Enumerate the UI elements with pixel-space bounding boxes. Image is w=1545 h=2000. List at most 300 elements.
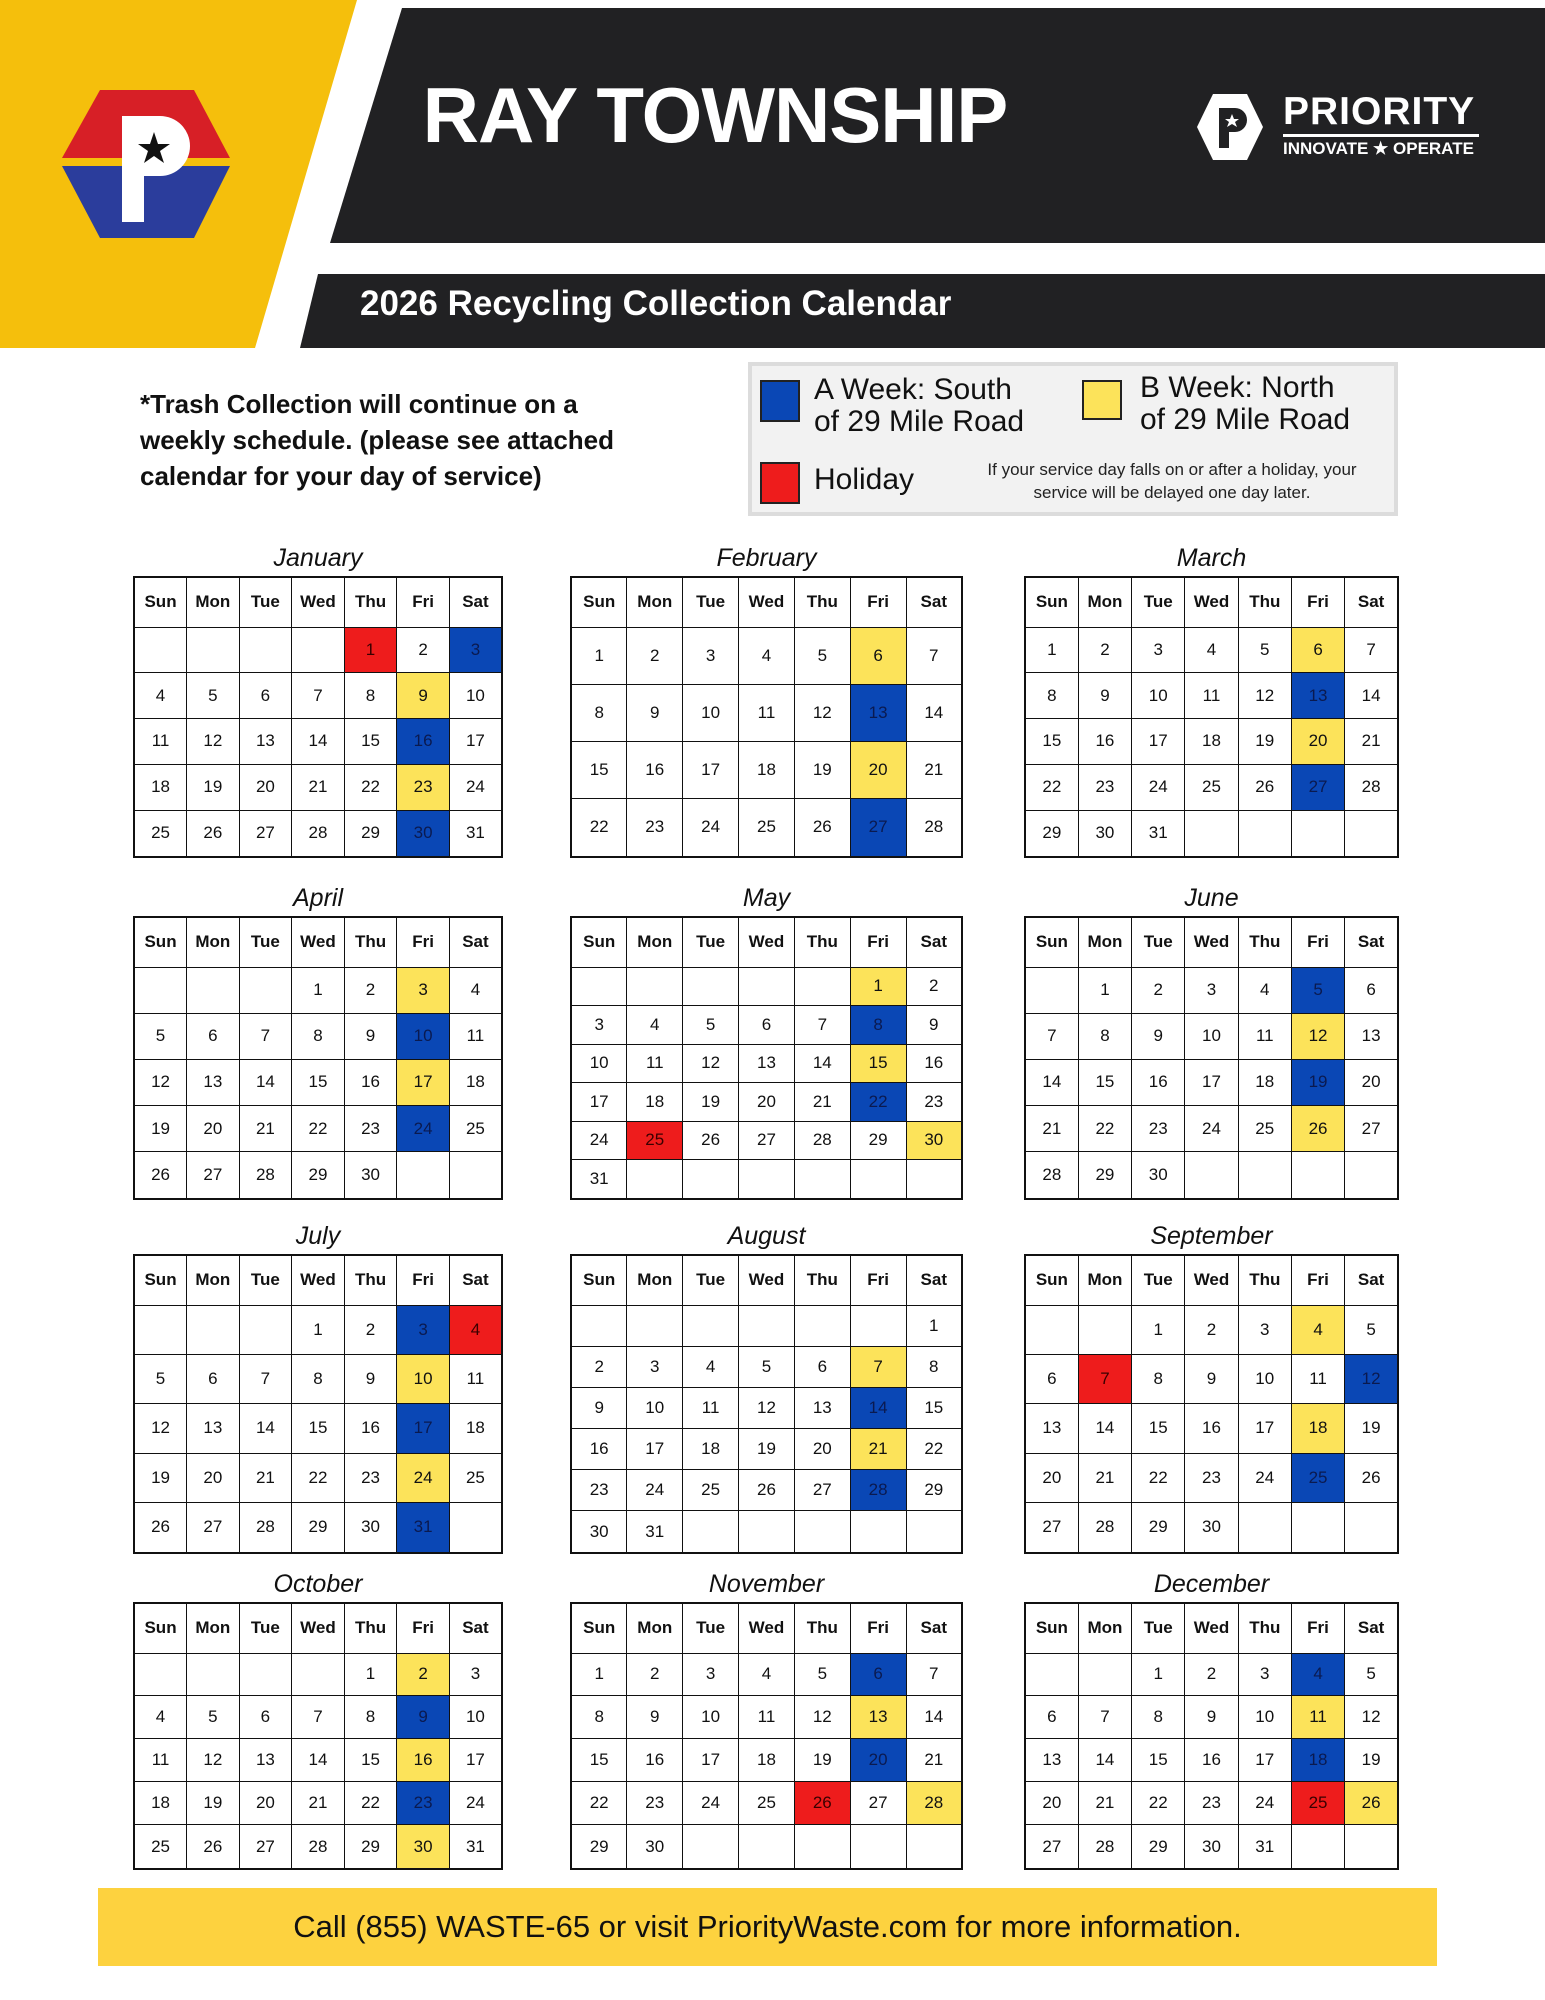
day-cell: 10 [627,1387,683,1428]
day-cell: 8 [850,1006,906,1045]
day-cell: 21 [906,1739,962,1782]
weekday-header: Mon [187,1255,240,1305]
empty-cell [1238,1502,1291,1553]
day-cell: 28 [1025,1152,1078,1199]
weekday-header: Fri [1291,1255,1344,1305]
day-cell: 16 [344,1059,397,1105]
day-cell: 5 [1345,1305,1398,1354]
day-cell: 12 [187,1739,240,1782]
weekday-header: Tue [683,1603,739,1653]
empty-cell [850,1511,906,1553]
day-cell: 2 [397,627,450,673]
day-cell: 24 [397,1453,450,1502]
weekday-header: Mon [1078,917,1131,967]
day-cell: 1 [1132,1305,1185,1354]
day-cell: 8 [1132,1696,1185,1739]
day-cell: 3 [397,967,450,1013]
day-cell: 3 [683,627,739,684]
day-cell: 1 [344,1653,397,1696]
day-cell: 26 [739,1470,795,1511]
weekday-header: Thu [794,1603,850,1653]
empty-cell [1185,1152,1238,1199]
day-cell: 24 [449,1782,502,1825]
day-cell: 15 [850,1044,906,1083]
day-cell: 17 [397,1059,450,1105]
month-title: September [1150,1222,1273,1250]
day-cell: 5 [187,673,240,719]
empty-cell [187,627,240,673]
day-cell: 25 [1291,1453,1344,1502]
day-cell: 24 [1132,764,1185,810]
day-cell: 22 [344,764,397,810]
day-cell: 21 [794,1083,850,1122]
day-cell: 8 [344,673,397,719]
day-cell: 24 [627,1470,683,1511]
day-cell: 6 [1345,967,1398,1013]
day-cell: 16 [344,1404,397,1453]
empty-cell [906,1160,962,1200]
weekday-header: Tue [239,1255,292,1305]
day-cell: 9 [1132,1013,1185,1059]
empty-cell [239,967,292,1013]
day-cell: 16 [397,1739,450,1782]
day-cell: 5 [1238,627,1291,673]
empty-cell [739,1825,795,1869]
empty-cell [571,967,627,1006]
weekday-header: Fri [397,1255,450,1305]
day-cell: 3 [1132,627,1185,673]
empty-cell [187,1305,240,1354]
day-cell: 18 [449,1404,502,1453]
day-cell: 2 [906,967,962,1006]
empty-cell [739,967,795,1006]
day-cell: 27 [1345,1106,1398,1152]
day-cell: 29 [571,1825,627,1869]
day-cell: 20 [239,1782,292,1825]
weekday-header: Mon [627,1603,683,1653]
empty-cell [134,1653,187,1696]
day-cell: 18 [683,1428,739,1469]
weekday-header: Tue [239,1603,292,1653]
day-cell: 7 [906,627,962,684]
day-cell: 28 [292,1825,345,1869]
empty-cell [739,1511,795,1553]
day-cell: 21 [906,741,962,798]
weekday-header: Fri [397,1603,450,1653]
day-cell: 17 [1238,1404,1291,1453]
weekday-header: Thu [1238,1603,1291,1653]
day-cell: 26 [134,1502,187,1553]
empty-cell [739,1305,795,1346]
empty-cell [1345,1825,1398,1869]
empty-cell [627,1305,683,1346]
weekday-header: Tue [1132,577,1185,627]
calendar-subtitle: 2026 Recycling Collection Calendar [360,284,952,323]
day-cell: 23 [906,1083,962,1122]
month-title: June [1184,884,1239,912]
month-august [570,1218,963,1554]
day-cell: 22 [1025,764,1078,810]
empty-cell [449,1502,502,1553]
day-cell: 1 [571,627,627,684]
weekday-header: Sat [1345,917,1398,967]
day-cell: 26 [1238,764,1291,810]
day-cell: 10 [449,1696,502,1739]
day-cell: 6 [739,1006,795,1045]
a-week-swatch [760,380,800,422]
day-cell: 1 [1025,627,1078,673]
day-cell: 7 [794,1006,850,1045]
day-cell: 18 [739,741,795,798]
weekday-header: Mon [627,1255,683,1305]
day-cell: 18 [134,1782,187,1825]
weekday-header: Wed [292,1603,345,1653]
day-cell: 30 [1185,1825,1238,1869]
weekday-header: Sun [1025,1255,1078,1305]
day-cell: 3 [1238,1653,1291,1696]
holiday-note-line1: If your service day falls on or after a holiday, your [987,460,1357,479]
day-cell: 18 [1291,1404,1344,1453]
day-cell: 7 [906,1653,962,1696]
day-cell: 3 [1185,967,1238,1013]
day-cell: 30 [397,810,450,857]
day-cell: 7 [239,1354,292,1403]
day-cell: 13 [1025,1404,1078,1453]
holiday-swatch [760,462,800,504]
day-cell: 9 [627,684,683,741]
day-cell: 29 [1132,1502,1185,1553]
month-title: August [727,1222,806,1250]
day-cell: 20 [1025,1453,1078,1502]
day-cell: 29 [292,1502,345,1553]
month-table [570,916,963,1200]
brand-tagline: INNOVATE ★ OPERATE [1283,139,1474,158]
weekday-header: Sun [571,1255,627,1305]
b-week-line1: B Week: North [1140,371,1335,404]
day-cell: 7 [850,1346,906,1387]
empty-cell [794,1825,850,1869]
weekday-header: Sat [449,917,502,967]
month-table [570,1254,963,1554]
day-cell: 22 [850,1083,906,1122]
weekday-header: Fri [850,577,906,627]
day-cell: 8 [1132,1354,1185,1403]
day-cell: 22 [1132,1782,1185,1825]
day-cell: 10 [571,1044,627,1083]
day-cell: 4 [683,1346,739,1387]
day-cell: 26 [683,1121,739,1160]
day-cell: 27 [850,798,906,857]
day-cell: 12 [134,1404,187,1453]
day-cell: 15 [344,719,397,765]
day-cell: 12 [1345,1696,1398,1739]
day-cell: 11 [739,684,795,741]
day-cell: 1 [1078,967,1131,1013]
day-cell: 13 [850,684,906,741]
day-cell: 25 [449,1106,502,1152]
day-cell: 4 [739,627,795,684]
day-cell: 3 [449,1653,502,1696]
day-cell: 1 [1132,1653,1185,1696]
empty-cell [739,1160,795,1200]
day-cell: 27 [239,1825,292,1869]
day-cell: 10 [683,684,739,741]
day-cell: 31 [1238,1825,1291,1869]
weekday-header: Sun [134,1603,187,1653]
day-cell: 26 [134,1152,187,1199]
holiday-note [952,458,1392,504]
day-cell: 20 [850,741,906,798]
day-cell: 30 [344,1152,397,1199]
day-cell: 27 [1291,764,1344,810]
day-cell: 23 [627,1782,683,1825]
day-cell: 15 [571,1739,627,1782]
month-march [1024,540,1399,858]
empty-cell [906,1511,962,1553]
day-cell: 29 [344,810,397,857]
day-cell: 21 [292,1782,345,1825]
day-cell: 12 [1345,1354,1398,1403]
day-cell: 14 [906,1696,962,1739]
day-cell: 14 [239,1404,292,1453]
day-cell: 24 [397,1106,450,1152]
day-cell: 9 [1078,673,1131,719]
day-cell: 4 [134,1696,187,1739]
day-cell: 21 [239,1106,292,1152]
day-cell: 6 [187,1013,240,1059]
day-cell: 14 [1078,1404,1131,1453]
legend [748,362,1398,516]
weekday-header: Tue [1132,1603,1185,1653]
day-cell: 1 [850,967,906,1006]
day-cell: 3 [683,1653,739,1696]
month-title: December [1153,1570,1270,1598]
day-cell: 1 [292,967,345,1013]
empty-cell [1025,1653,1078,1696]
weekday-header: Fri [1291,917,1344,967]
day-cell: 12 [794,1696,850,1739]
weekday-header: Fri [1291,1603,1344,1653]
day-cell: 4 [739,1653,795,1696]
day-cell: 31 [449,1825,502,1869]
day-cell: 28 [1345,764,1398,810]
day-cell: 22 [571,1782,627,1825]
day-cell: 17 [1238,1739,1291,1782]
weekday-header: Sun [134,917,187,967]
priority-hexagon-icon [1195,92,1265,162]
empty-cell [794,1511,850,1553]
brand-name: PRIORITY [1283,90,1476,133]
day-cell: 3 [449,627,502,673]
day-cell: 9 [397,673,450,719]
day-cell: 8 [1078,1013,1131,1059]
day-cell: 19 [1238,719,1291,765]
day-cell: 24 [449,764,502,810]
day-cell: 3 [627,1346,683,1387]
weekday-header: Fri [397,577,450,627]
day-cell: 23 [1185,1782,1238,1825]
weekday-header: Wed [292,917,345,967]
weekday-header: Mon [1078,577,1131,627]
day-cell: 29 [850,1121,906,1160]
weekday-header: Wed [739,917,795,967]
day-cell: 25 [683,1470,739,1511]
day-cell: 11 [449,1013,502,1059]
weekday-header: Fri [1291,577,1344,627]
weekday-header: Tue [239,577,292,627]
day-cell: 4 [627,1006,683,1045]
day-cell: 17 [1185,1059,1238,1105]
day-cell: 25 [1291,1782,1344,1825]
day-cell: 9 [627,1696,683,1739]
day-cell: 21 [239,1453,292,1502]
weekday-header: Fri [850,1255,906,1305]
day-cell: 23 [571,1470,627,1511]
day-cell: 15 [906,1387,962,1428]
day-cell: 25 [134,1825,187,1869]
day-cell: 11 [1291,1354,1344,1403]
day-cell: 5 [794,1653,850,1696]
weekday-header: Sat [906,1255,962,1305]
day-cell: 10 [1238,1696,1291,1739]
day-cell: 28 [1078,1502,1131,1553]
weekday-header: Thu [1238,577,1291,627]
weekday-header: Thu [1238,1255,1291,1305]
empty-cell [850,1305,906,1346]
weekday-header: Sat [1345,577,1398,627]
day-cell: 19 [1291,1059,1344,1105]
day-cell: 2 [1185,1653,1238,1696]
day-cell: 24 [683,1782,739,1825]
day-cell: 22 [344,1782,397,1825]
day-cell: 26 [794,1782,850,1825]
day-cell: 22 [292,1106,345,1152]
month-table [133,1254,503,1554]
weekday-header: Sat [1345,1603,1398,1653]
day-cell: 22 [906,1428,962,1469]
day-cell: 16 [397,719,450,765]
day-cell: 20 [1345,1059,1398,1105]
b-week-line2: of 29 Mile Road [1140,403,1351,436]
weekday-header: Wed [1185,917,1238,967]
day-cell: 4 [1238,967,1291,1013]
trash-note: *Trash Collection will continue on a weekly schedule. (please see attached calendar for your day of service) [140,389,615,491]
empty-cell [1025,967,1078,1013]
day-cell: 10 [1132,673,1185,719]
empty-cell [850,1160,906,1200]
day-cell: 11 [134,719,187,765]
weekday-header: Sat [906,577,962,627]
day-cell: 14 [292,719,345,765]
weekday-header: Sun [571,1603,627,1653]
day-cell: 16 [1132,1059,1185,1105]
day-cell: 24 [1238,1782,1291,1825]
day-cell: 28 [292,810,345,857]
empty-cell [906,1825,962,1869]
month-table [570,1602,963,1870]
day-cell: 19 [187,764,240,810]
day-cell: 20 [794,1428,850,1469]
weekday-header: Mon [1078,1603,1131,1653]
empty-cell [134,1305,187,1354]
month-table [1024,1602,1399,1870]
day-cell: 17 [683,741,739,798]
empty-cell [1291,1152,1344,1199]
day-cell: 28 [794,1121,850,1160]
day-cell: 29 [1025,810,1078,857]
day-cell: 26 [1345,1453,1398,1502]
brand-divider [1283,134,1479,137]
day-cell: 10 [683,1696,739,1739]
empty-cell [1185,810,1238,857]
empty-cell [239,627,292,673]
day-cell: 22 [1132,1453,1185,1502]
day-cell: 9 [1185,1354,1238,1403]
day-cell: 27 [739,1121,795,1160]
empty-cell [1345,1502,1398,1553]
month-february [570,540,963,858]
empty-cell [1345,810,1398,857]
holiday-note-line2: service will be delayed one day later. [1033,483,1311,502]
day-cell: 18 [739,1739,795,1782]
weekday-header: Thu [794,1255,850,1305]
day-cell: 1 [906,1305,962,1346]
day-cell: 28 [239,1502,292,1553]
day-cell: 11 [134,1739,187,1782]
day-cell: 23 [1185,1453,1238,1502]
day-cell: 7 [1345,627,1398,673]
priority-logo [1195,92,1495,164]
day-cell: 2 [397,1653,450,1696]
day-cell: 20 [739,1083,795,1122]
empty-cell [134,967,187,1013]
day-cell: 8 [292,1013,345,1059]
day-cell: 23 [344,1106,397,1152]
day-cell: 19 [739,1428,795,1469]
weekday-header: Wed [739,1603,795,1653]
day-cell: 6 [850,627,906,684]
month-table [1024,576,1399,858]
empty-cell [794,967,850,1006]
day-cell: 2 [627,627,683,684]
empty-cell [627,1160,683,1200]
day-cell: 16 [1185,1404,1238,1453]
weekday-header: Sun [1025,577,1078,627]
empty-cell [1291,1502,1344,1553]
day-cell: 8 [906,1346,962,1387]
day-cell: 28 [906,1782,962,1825]
empty-cell [1025,1305,1078,1354]
day-cell: 21 [1025,1106,1078,1152]
day-cell: 24 [683,798,739,857]
day-cell: 17 [1132,719,1185,765]
day-cell: 16 [1078,719,1131,765]
day-cell: 31 [397,1502,450,1553]
weekday-header: Sat [906,1603,962,1653]
day-cell: 13 [187,1059,240,1105]
day-cell: 22 [1078,1106,1131,1152]
weekday-header: Thu [344,917,397,967]
day-cell: 15 [571,741,627,798]
weekday-header: Mon [627,917,683,967]
day-cell: 6 [1025,1354,1078,1403]
day-cell: 21 [1345,719,1398,765]
weekday-header: Tue [1132,1255,1185,1305]
day-cell: 20 [187,1106,240,1152]
empty-cell [134,627,187,673]
day-cell: 5 [134,1013,187,1059]
day-cell: 23 [397,1782,450,1825]
